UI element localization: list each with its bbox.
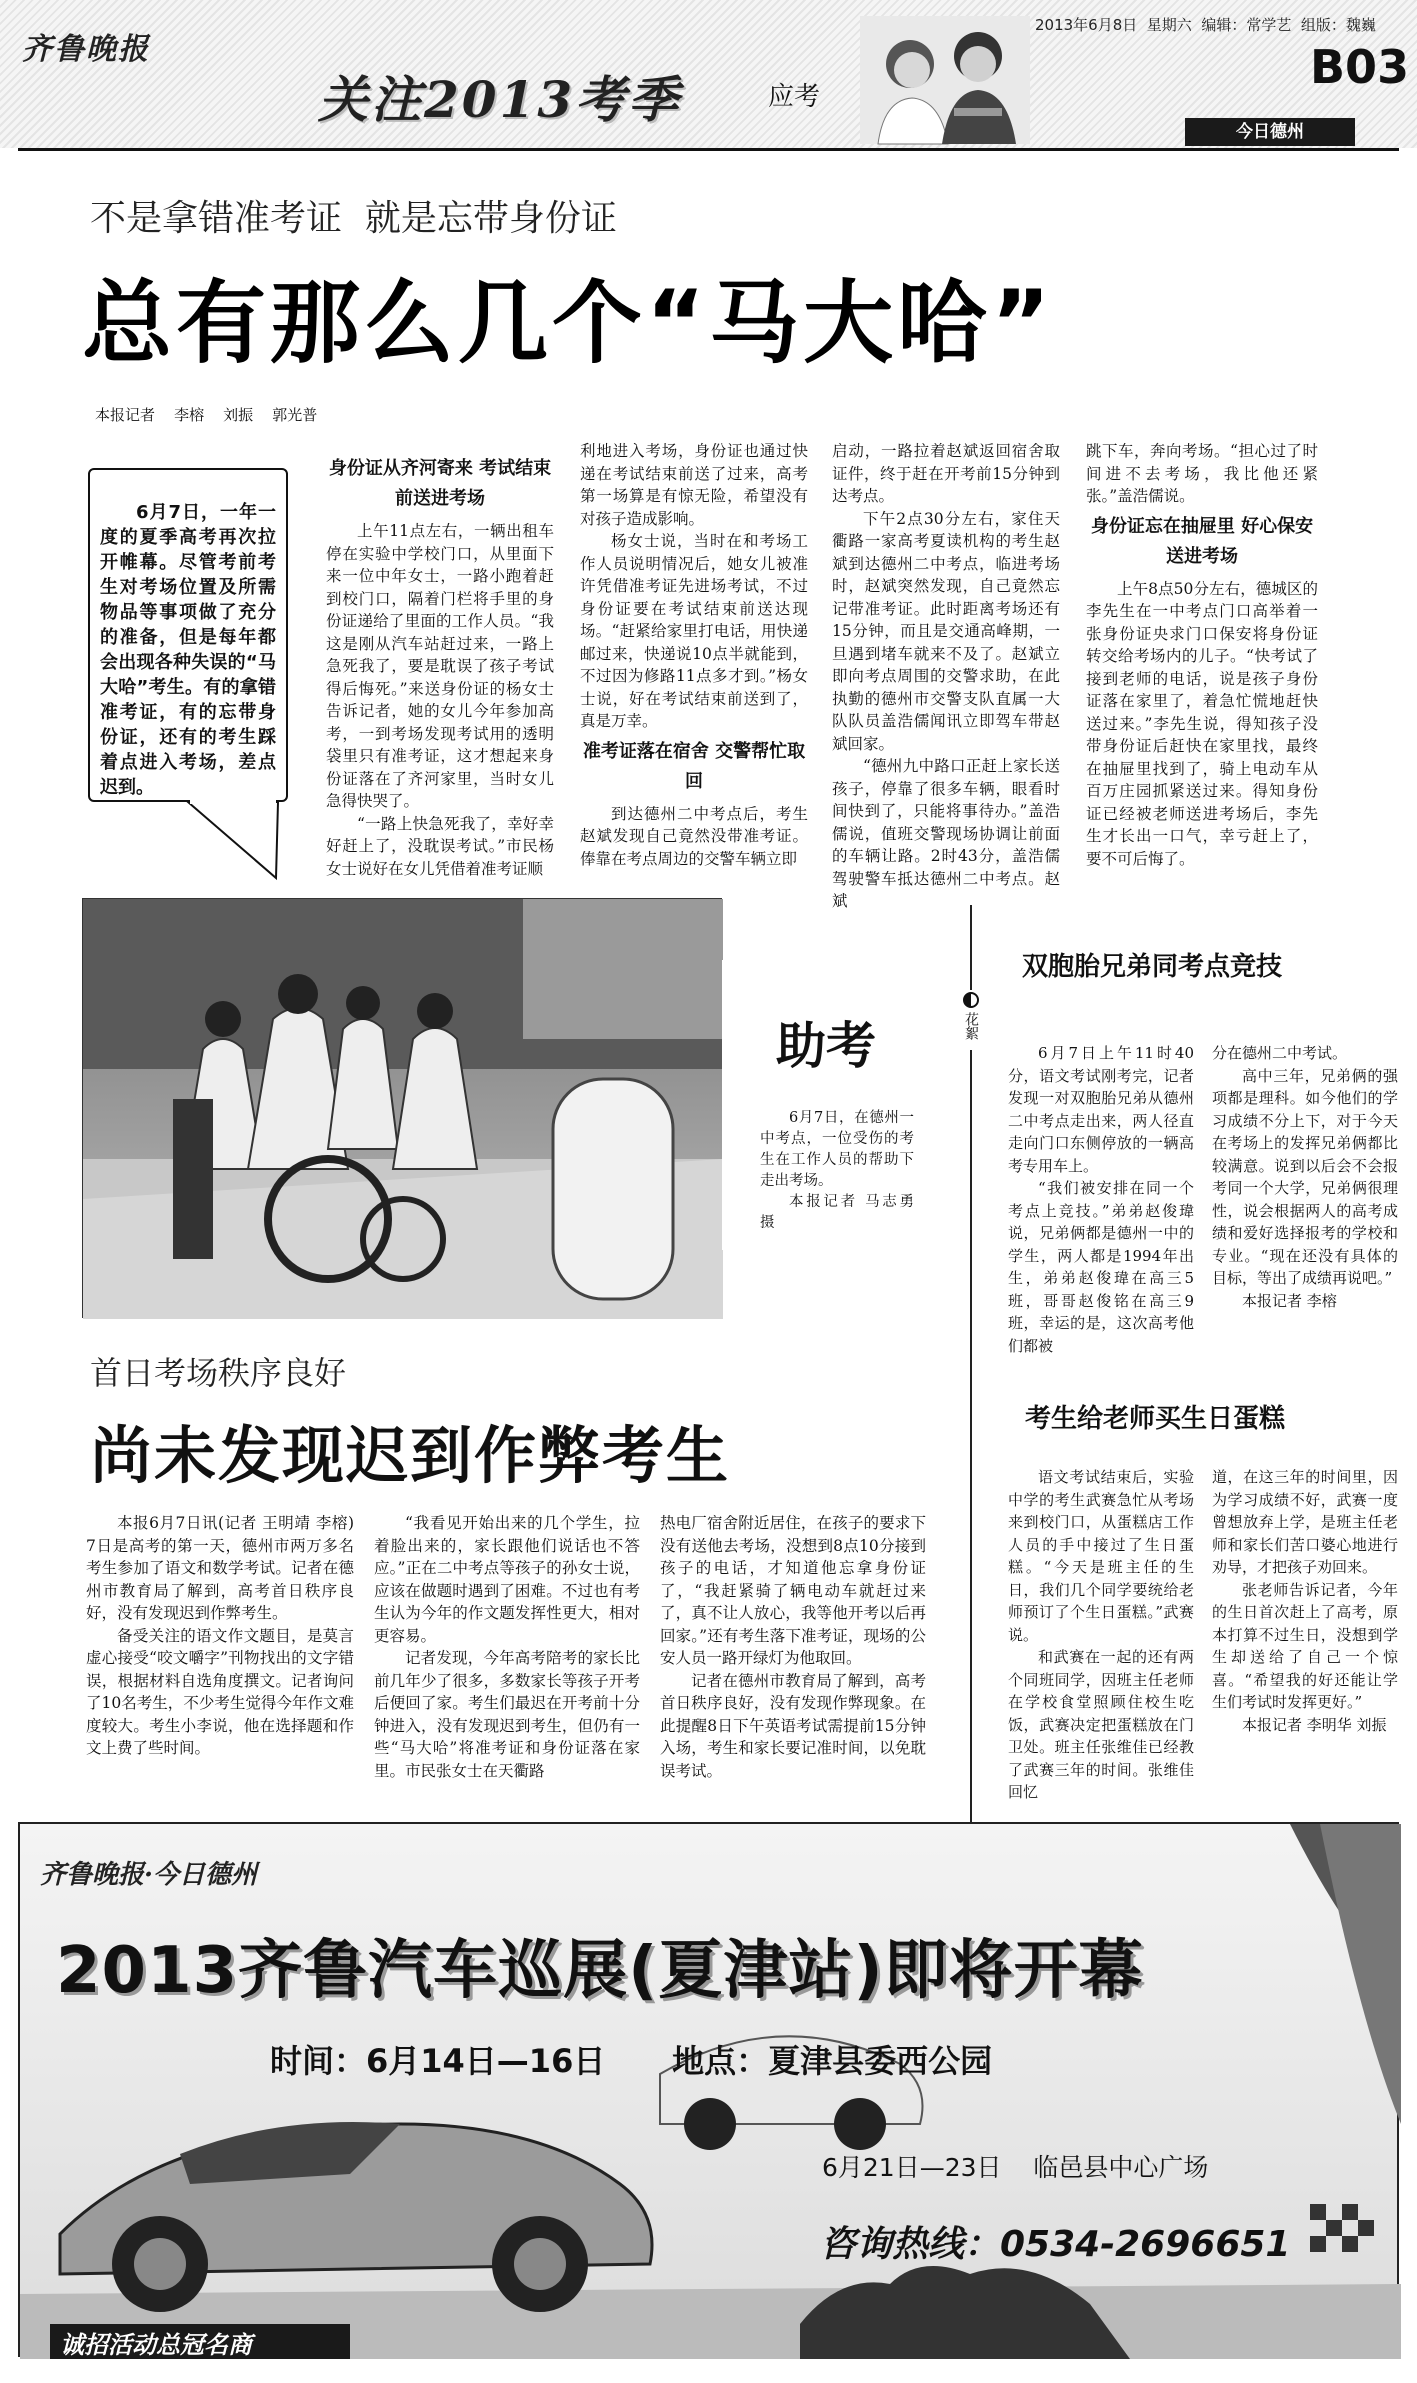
story1-col3-p2: 下午2点30分左右，家住天衢路一家高考夏读机构的考生赵斌到达德州二中考点，临进考场时，赵斌突然发现，自己竟然忘记带准考证。此时距离考场还有15分钟，而且是交通高峰期，一旦遇到堵车就来不及了。赵斌立即向考点周围的交警求助，在此执勤的德州市交警支队直属一大队队员盖浩儒闻讯立即驾车带赵斌回家。 (832, 509, 1060, 753)
story1-col3 (832, 440, 1060, 910)
cake-col1-p1: 语文考试结束后，实验中学的考生武赛急忙从考场来到校门口，从蛋糕店工作人员的手中接过了生日蛋糕。“今天是班主任的生日，我们几个同学要统给老师预订了个生日蛋糕。”武赛说。 (1008, 1468, 1194, 1644)
story2-col3 (660, 1512, 926, 1804)
story2-col1-p2: 备受关注的语文作文题目，是莫言虚心接受“咬文嚼字”刊物找出的文字错误，根据材料自选角度撰文。记者询问了10名考生，不少考生觉得今年作文难度较大。考生小李说，他在选择题和作文上费了些时间。 (86, 1626, 354, 1757)
story1-col1-p1: 上午11点左右，一辆出租车停在实验中学校门口，从里面下来一位中年女士，一路小跑着赶到校门口，隔着门栏将手里的身份证递给了里面的工作人员。“我这是刚从汽车站赶过来，一路上急死我了，要是耽误了孩子考试得后悔死。”来送身份证的杨女士告诉记者，她的女儿今年参加高考，一到考场发现考试用的透明袋里只有准考证，这才想起来身份证落在了齐河家里，当时女儿急得快哭了。 (326, 522, 554, 810)
subhead-id-card: 身份证从齐河寄来 考试结束前送进考场 (328, 458, 552, 509)
story1-col2-p1: 利地进入考场，身份证也通过快递在考试结束前送了过来，高考第一场算是有惊无险，希望没有对孩子造成影响。 (580, 442, 808, 528)
story2-col1 (86, 1512, 354, 1804)
ad-hotline: 咨询热线：0534-2696651 (820, 2224, 1291, 2265)
subhead-drawer: 身份证忘在抽屉里 好心保安送进考场 (1090, 515, 1314, 567)
cake-col1-p2: 和武赛在一起的还有两个同班同学，因班主任老师在学校食堂照顾住校生吃饭，武赛决定把蛋糕放在门卫处。班主任张维佳已经教了武赛三年的时间。张维佳回忆 (1008, 1648, 1194, 1801)
ad-second-stop: 6月21日—23日 临邑县中心广场 (822, 2153, 1209, 2182)
ad-schedule: 时间：6月14日—16日 地点：夏津县委西公园 (270, 2042, 993, 2080)
banner-title: 关注2013考季 (318, 70, 682, 129)
story1-col2-p3: 到达德州二中考点后，考生赵斌发现自己竟然没带准考证。俸靠在考点周边的交警车辆立即 (580, 804, 808, 868)
twins-col2-p2: 高中三年，兄弟俩的强项都是理科。如今他们的学习成绩不分上下，对于今天在考场上的发挥兄弟俩都比较满意。说到以后会不会报考同一个大学，兄弟俩很理性，说会根据两人的高考成绩和爱好选择报考的学校和专业。“现在还没有具体的目标，等出了成绩再说吧。” (1212, 1066, 1398, 1287)
sidebar-circle-icon (963, 992, 979, 1008)
newspaper-logo: 齐鲁晚报 (22, 32, 150, 67)
story1-col3-p1: 启动，一路拉着赵斌返回宿舍取证件，终于赶在开考前15分钟到达考点。 (832, 442, 1060, 505)
twins-col1-p1: 6月7日上午11时40分，语文考试刚考完，记者发现一对双胞胎兄弟从德州二中考点走出来，两人径直走向门口东侧停放的一辆高考专用车上。 (1008, 1044, 1194, 1175)
cake-col2-p2: 张老师告诉记者，今年的生日首次赶上了高考，原本打算不过生日，没想到学生却送给了自己一个惊喜。“希望我的好还能让学生们考试时发挥更好。” (1212, 1580, 1398, 1711)
cake-col2-p1: 道，在这三年的时间里，因为学习成绩不好，武赛一度曾想放弃上学，是班主任老师和家长们苦口婆心地进行劝导，才把孩子劝回来。 (1212, 1468, 1398, 1576)
lead-paragraph: 6月7日，一年一度的夏季高考再次拉开帷幕。尽管考前考生对考场位置及所需物品等事项做了充分的准备，但是每年都会出现各种失误的“马大哈”考生。有的拿错准考证，有的忘带身份证，还有的考生踩着点进入考场，差点迟到。 (100, 502, 276, 798)
sidebar-label (958, 990, 984, 1050)
story1-col4-p1: 跳下车，奔向考场。“担心过了时间进不去考场，我比他还紧张。”盖浩儒说。 (1086, 442, 1318, 505)
advertisement (18, 1822, 1399, 2357)
twins-col1-p2: “我们被安排在同一个考点上竞技。”弟弟赵俊瑋说，兄弟俩都是德州一中的学生，两人都是1994年出生，弟弟赵俊瑋在高三5班，哥哥赵俊铭在高三9班，幸运的是，这次高考他们都被 (1008, 1179, 1194, 1355)
cake-col2 (1212, 1466, 1398, 1796)
story2-col3-p2: 记者在德州市教育局了解到，高考首日秩序良好，没有发现作弊现象。在此提醒8日下午英语考试需提前15分钟入场，考生和家长要记准时间，以免耽误考试。 (660, 1671, 926, 1780)
story2-headline: 尚未发现迟到作弊考生 (90, 1419, 731, 1492)
story2-kicker: 首日考场秩序良好 (90, 1354, 347, 1392)
ad-brand: 齐鲁晚报·今日德州 (40, 1860, 258, 1890)
story1-col4 (1086, 440, 1318, 882)
edition-label (1185, 118, 1355, 146)
masthead-rule (18, 148, 1399, 151)
photo-credit: 本报记者 马志勇 摄 (760, 1194, 914, 1231)
photo-title: 助考 (776, 1017, 876, 1075)
page-code: B03 (1310, 40, 1410, 94)
story2-col2-p2: 记者发现，今年高考陪考的家长比前几年少了很多，多数家长等孩子开考后便回了家。考生们最迟在开考前十分钟进入，没有发现迟到考生，但仍有一些“马大哈”将准考证和身份证落在家里。市民张女士在天衢路 (374, 1649, 640, 1780)
photo-caption (760, 1108, 914, 1248)
sidebar-label-text: 花絮 (963, 1012, 979, 1040)
ad-sponsor: 诚招活动总冠名商 (60, 2331, 252, 2359)
ad-headline: 2013齐鲁汽车巡展(夏津站)即将开幕 (56, 1934, 1144, 2008)
cake-byline: 本报记者 李明华 刘振 (1242, 1715, 1387, 1734)
story1-col2 (580, 440, 808, 882)
lead-text (100, 500, 276, 800)
twins-col2 (1212, 1042, 1398, 1324)
story1-col1-p2: “一路上快急死我了，幸好幸好赶上了，没耽误考试。”市民杨女士说好在女儿凭借着准考证顺 (326, 814, 554, 878)
twins-col2-p1: 分在德州二中考试。 (1212, 1044, 1348, 1062)
story2-col2 (374, 1512, 640, 1804)
story2-lead: 本报6月7日讯(记者 王明靖 李榕) 7日是高考的第一天，德州市两万多名考生参加了语文和数学考试。记者在德州市教育局了解到，高考首日秩序良好，没有发现迟到作弊考生。 (86, 1514, 354, 1622)
banner-section: 应考 (768, 82, 821, 112)
callout-tail (178, 798, 288, 888)
subhead-admission-ticket: 准考证落在宿舍 交警帮忙取回 (582, 740, 806, 792)
photo-caption-text: 6月7日，在德州一中考点，一位受伤的考生在工作人员的帮助下走出考场。 (760, 1110, 914, 1189)
twins-col1 (1008, 1042, 1194, 1355)
story1-headline: 总有那么几个“马大哈” (82, 271, 1055, 376)
story1-col3-p3: “德州九中路口正赶上家长送孩子，停靠了很多车辆，眼看时间快到了，只能将事待办。”盖浩儒说，值班交警现场协调让前面的车辆让路。2时43分，盖浩儒驾驶警车抵达德州二中考点。赵斌 (832, 757, 1060, 910)
story1-byline: 本报记者 李榕 刘振 郭光普 (95, 406, 318, 424)
cake-col1 (1008, 1466, 1194, 1801)
story1-kicker: 不是拿错准考证 就是忘带身份证 (90, 198, 617, 239)
story1-col4-p2: 上午8点50分左右，德城区的李先生在一中考点门口高举着一张身份证央求门口保安将身份证转交给考场内的儿子。“快考试了接到老师的电话，说是孩子身份证落在家里了，着急忙慌地赶快送过来。”李先生说，得知孩子没带身份证后赶快在家里找，最终在抽屉里找到了，骑上电动车从百万庄园抓紧送过来。得知身份证已经被老师送进考场后，李先生才长出一口气，幸亏赶上了，要不可后悔了。 (1086, 579, 1318, 868)
issue-meta: 2013年6月8日 星期六 编辑：常学艺 组版：魏巍 (1035, 16, 1376, 34)
cake-title: 考生给老师买生日蛋糕 (1025, 1404, 1286, 1434)
edition-text: 今日德州 (1236, 122, 1304, 142)
story1-col1 (326, 450, 554, 882)
students-illustration (860, 16, 1030, 144)
twins-title: 双胞胎兄弟同考点竞技 (1022, 952, 1283, 982)
news-photo (82, 898, 722, 1318)
twins-byline: 本报记者 李榕 (1242, 1291, 1337, 1310)
story2-col3-p1: 热电厂宿舍附近居住，在孩子的要求下没有送他去考场，没想到8点10分接到孩子的电话，才知道他忘拿身份证了，“我赶紧骑了辆电动车就赶过来了，真不让人放心，我等他开考以后再回家。”还有考生落下准考证，现场的公安人员一路开绿灯为他取回。 (660, 1514, 926, 1667)
story1-col2-p2: 杨女士说，当时在和考场工作人员说明情况后，她女儿被准许凭借准考证先进场考试，不过身份证要在考试结束前送达现场。“赶紧给家里打电话，用快递邮过来，快递说10点半就能到，不过因为修路11点多才到。”杨女士说，好在考试结束前送到了，真是万幸。 (580, 532, 808, 730)
story2-col2-p1: “我看见开始出来的几个学生，拉着脸出来的，家长跟他们说话也不答应。”正在二中考点等孩子的孙女士说，应该在做题时遇到了困难。不过也有考生认为今年的作文题发挥性更大，相对更容易。 (374, 1514, 640, 1645)
